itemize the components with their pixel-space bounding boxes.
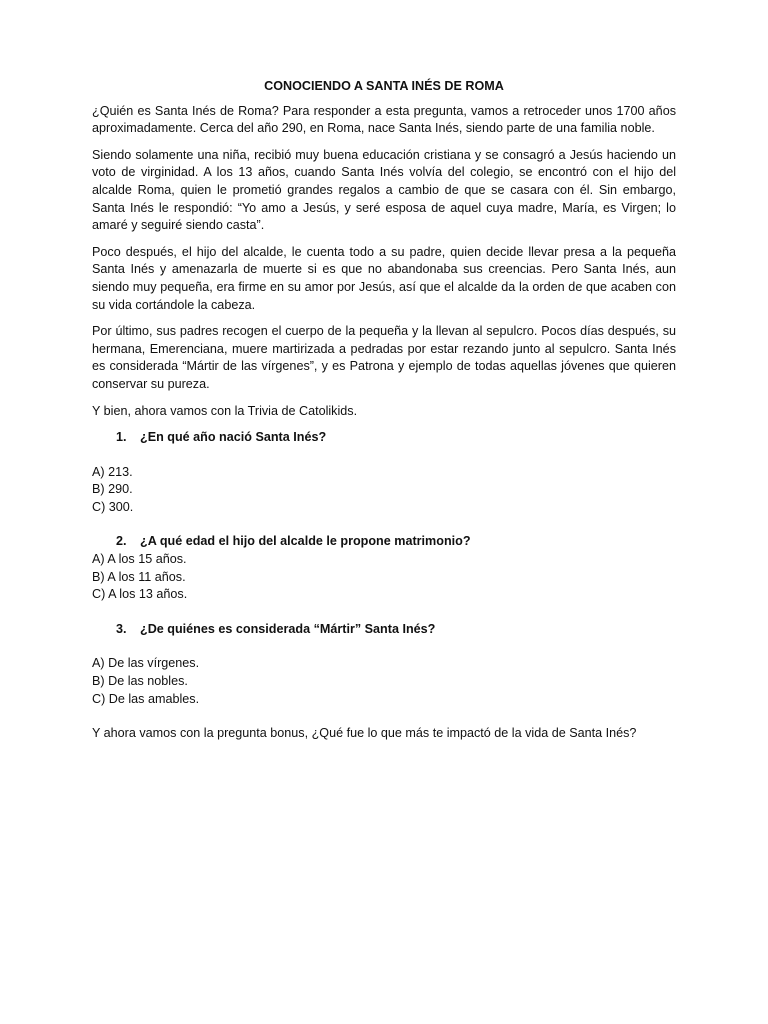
question-1-options bbox=[92, 464, 676, 517]
option-3a: A) De las vírgenes. bbox=[92, 656, 200, 671]
option-1c: C) 300. bbox=[92, 499, 134, 514]
option-2c: C) A los 13 años. bbox=[92, 587, 188, 602]
paragraph-intro: ¿Quién es Santa Inés de Roma? Para responder a esta pregunta, vamos a retroceder unos 1700 años aproximadamente. Cerca del año 290, en Roma, nace Santa Inés, siendo parte de una familia noble. bbox=[92, 103, 676, 136]
question-3-options bbox=[92, 655, 676, 708]
document-title: CONOCIENDO A SANTA INÉS DE ROMA bbox=[264, 79, 504, 93]
question-1-number: 1. bbox=[116, 430, 127, 445]
option-3b: B) De las nobles. bbox=[92, 674, 188, 689]
paragraph-arrest: Poco después, el hijo del alcalde, le cuenta todo a su padre, quien decide llevar presa a la pequeña Santa Inés y amenazarla de muerte si es que no abandonaba sus creencias. Pero Santa Inés, aun siendo muy pequeña, era firme en su amor por Jesús, así que el alcalde da la orden de que acaben con su vida cortándole la cabeza. bbox=[92, 244, 676, 312]
question-3-number: 3. bbox=[116, 621, 127, 636]
question-1-text: ¿En qué año nació Santa Inés? bbox=[140, 430, 327, 445]
option-1b: B) 290. bbox=[92, 482, 133, 497]
paragraph-martyrdom: Por último, sus padres recogen el cuerpo de la pequeña y la llevan al sepulcro. Pocos días después, su hermana, Emerenciana, muere martirizada a pedradas por estar rezando junto al sepulcro. Santa Inés es considerada “Mártir de las vírgenes”, y es Patrona y ejemplo de todas aquellas jóvenes que quieren conservar su pureza. bbox=[92, 324, 676, 391]
paragraph-trivia-intro: Y bien, ahora vamos con la Trivia de Catolikids. bbox=[92, 403, 358, 418]
question-1 bbox=[92, 429, 676, 447]
option-3c: C) De las amables. bbox=[92, 691, 200, 706]
paragraph-childhood: Siendo solamente una niña, recibió muy buena educación cristiana y se consagró a Jesús haciendo un voto de virginidad. A los 13 años, cuando Santa Inés volvía del colegio, se encontró con el hijo del alcalde Roma, quien le prometió grandes regalos a cambio de que se casara con él. Sin embargo, Santa Inés le respondió: “Yo amo a Jesús, y seré esposa de aquel cuya madre, María, es Virgen; lo amaré y seguiré siendo casta”. bbox=[92, 147, 676, 233]
bonus-question: Y ahora vamos con la pregunta bonus, ¿Qué fue lo que más te impactó de la vida de Santa Inés? bbox=[92, 726, 637, 741]
question-2-number: 2. bbox=[116, 534, 127, 549]
document-page bbox=[92, 78, 676, 752]
question-2-text: ¿A qué edad el hijo del alcalde le propone matrimonio? bbox=[140, 534, 471, 549]
option-1a: A) 213. bbox=[92, 464, 133, 479]
option-2b: B) A los 11 años. bbox=[92, 569, 186, 584]
question-2-options bbox=[92, 551, 676, 604]
option-2a: A) A los 15 años. bbox=[92, 552, 187, 567]
question-3 bbox=[92, 621, 676, 639]
question-3-text: ¿De quiénes es considerada “Mártir” Santa Inés? bbox=[140, 621, 436, 636]
question-2 bbox=[92, 533, 676, 551]
